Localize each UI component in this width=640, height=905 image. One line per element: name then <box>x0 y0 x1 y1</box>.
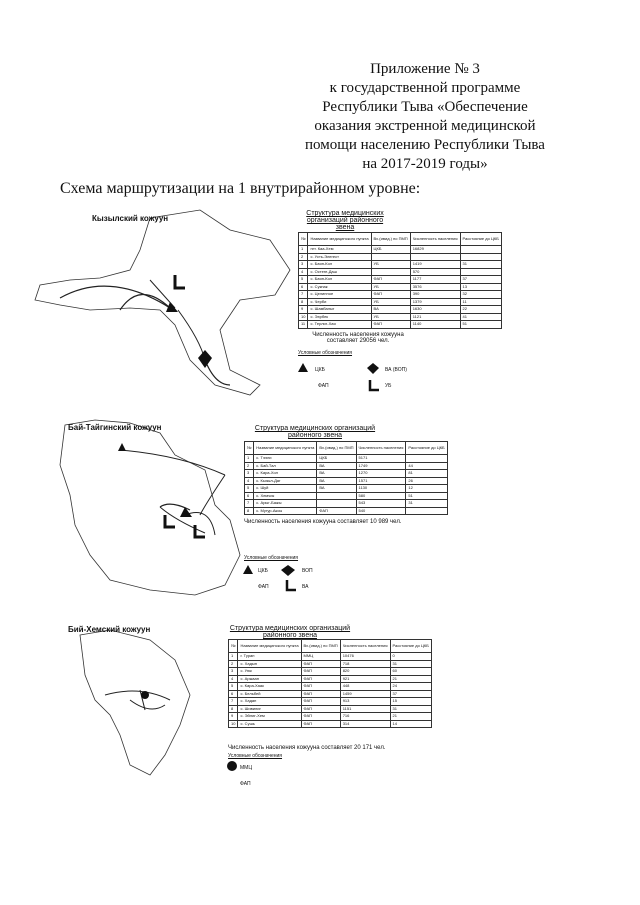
cell: 21 <box>390 675 431 683</box>
cell: ФАП <box>301 675 340 683</box>
table-row <box>299 291 502 299</box>
cell: ФАП <box>301 668 340 676</box>
table-title: Структура медицинских организаций районного звена <box>306 210 384 231</box>
cell: 6 <box>299 283 308 291</box>
col-header: Расстояние до ЦКБ <box>390 640 431 653</box>
cell: 4 <box>245 477 254 485</box>
col-header: Численность населения <box>410 233 460 246</box>
col-header: Вх.(ивид.) по ПМП <box>301 640 340 653</box>
cell: 1630 <box>410 306 460 314</box>
cell <box>371 268 410 276</box>
table-row <box>245 477 448 485</box>
cell: ЦКБ <box>317 455 356 463</box>
cell <box>317 492 356 500</box>
mmc-marker <box>141 691 149 699</box>
ub-marker <box>175 275 185 288</box>
cell: 51 <box>406 492 447 500</box>
cell: 1121 <box>410 313 460 321</box>
col-header: Численность населения <box>356 442 406 455</box>
cell: 4 <box>229 675 238 683</box>
cell: с. Шамбалыг <box>308 306 371 314</box>
cell: ФАП <box>301 690 340 698</box>
vop-legend-icon <box>281 565 295 576</box>
cell: 913 <box>340 698 390 706</box>
cell: 1419 <box>410 261 460 269</box>
cell: ФАП <box>371 321 410 329</box>
cell: 2 <box>299 253 308 261</box>
legend-label: ФАП <box>318 383 329 389</box>
cell: пгт. Каа-Хем <box>308 246 371 254</box>
cell: с. Тээли <box>254 455 317 463</box>
col-header: Название медицинского пункта <box>308 233 371 246</box>
cell: 8 <box>245 507 254 515</box>
cell: с. Ээрбек <box>308 313 371 321</box>
cell: 10 <box>229 720 238 728</box>
cell: 31 <box>390 705 431 713</box>
header-line: Приложение № 3 <box>370 61 480 77</box>
cell: 1130 <box>356 485 406 493</box>
cell: 314 <box>340 720 390 728</box>
cell: ВА <box>317 477 356 485</box>
cell: 5 <box>299 276 308 284</box>
region-name: Бий-Хемский кожуун <box>68 625 151 634</box>
cell: 1 <box>245 455 254 463</box>
table-row <box>229 713 432 721</box>
cell: ВА <box>317 485 356 493</box>
cell: 15 <box>390 698 431 706</box>
cell: 3576 <box>410 283 460 291</box>
va-legend-icon <box>287 580 296 590</box>
cell: 24 <box>390 683 431 691</box>
table-row <box>245 507 448 515</box>
cell: 820 <box>340 668 390 676</box>
scheme-title: Схема маршрутизации на 1 внутрирайонном уровне: <box>60 180 421 197</box>
col-header: Расстояние до ЦКБ <box>406 442 447 455</box>
cell: с. Хемчик <box>254 492 317 500</box>
population-caption: Численность населения кожууна составляет 10 989 чел. <box>244 519 402 525</box>
legend-label: ВА <box>302 584 309 590</box>
cell: 1151 <box>340 705 390 713</box>
cell: 16829 <box>410 246 460 254</box>
cell: с. Арыг-Бажы <box>254 500 317 508</box>
cell: 2 <box>245 462 254 470</box>
table-row <box>229 675 432 683</box>
table-row <box>299 246 502 254</box>
legend-symbols <box>240 562 330 597</box>
table-header-row <box>299 233 502 246</box>
va-marker <box>198 350 212 368</box>
section-bii-khem <box>0 615 640 800</box>
header-line: на 2017-2019 годы» <box>362 156 488 172</box>
cell: 31 <box>390 660 431 668</box>
legend-label: УБ <box>385 383 392 389</box>
va-legend-icon <box>367 363 379 374</box>
legend-symbols <box>295 360 415 395</box>
cell: с. Усть-Элегест <box>308 253 371 261</box>
table-row <box>299 306 502 314</box>
cell: 26 <box>406 477 447 485</box>
cell: 718 <box>340 660 390 668</box>
cell: с. Сукпак <box>308 283 371 291</box>
cell <box>406 507 447 515</box>
cell: с. Бай-Тал <box>254 462 317 470</box>
cell: 8 <box>299 298 308 306</box>
table-row <box>299 283 502 291</box>
table-row <box>245 455 448 463</box>
cell: 6 <box>245 492 254 500</box>
cell: 448 <box>340 683 390 691</box>
cell: 41 <box>460 313 501 321</box>
cell: 1379 <box>410 298 460 306</box>
table-row <box>229 720 432 728</box>
table-title: Структура медицинских организаций районного звена <box>254 425 376 439</box>
cell: 81 <box>406 470 447 478</box>
cell: ММЦ <box>301 653 340 661</box>
table-row <box>245 462 448 470</box>
cell: с. Целинное <box>308 291 371 299</box>
appendix-header <box>265 60 585 174</box>
header-line: оказания экстренной медицинской <box>314 118 536 134</box>
cell: с. Эйлиг-Хем <box>238 713 301 721</box>
cell <box>371 253 410 261</box>
table-row <box>229 653 432 661</box>
cell: 390 <box>410 291 460 299</box>
cell: 716 <box>340 713 390 721</box>
table-header-row <box>229 640 432 653</box>
cell: 11 <box>460 298 501 306</box>
cell: 543 <box>356 500 406 508</box>
cell: 1571 <box>356 477 406 485</box>
cell: 1 <box>229 653 238 661</box>
cell: 7 <box>299 291 308 299</box>
cell: 13 <box>460 283 501 291</box>
cell: с. Кара-Хаак <box>238 683 301 691</box>
cell: 22 <box>460 306 501 314</box>
table-row <box>229 668 432 676</box>
population-caption: Численность населения кожууна составляет 29056 чел. <box>312 332 404 344</box>
cell: 8 <box>229 705 238 713</box>
legend-label: ФАП <box>258 584 269 590</box>
cell: ФАП <box>301 683 340 691</box>
section-kyzyl <box>0 200 640 400</box>
header-line: к государственной программе <box>329 80 521 96</box>
ckb-marker <box>180 507 192 517</box>
cell: ФАП <box>371 291 410 299</box>
table-row <box>299 321 502 329</box>
col-header: № <box>229 640 238 653</box>
cell: ФАП <box>301 698 340 706</box>
cell: УБ <box>371 313 410 321</box>
cell: 37 <box>390 690 431 698</box>
cell: ФАП <box>301 660 340 668</box>
cell: 31 <box>460 261 501 269</box>
cell: 21 <box>390 713 431 721</box>
col-header: Расстояние до ЦКБ <box>460 233 501 246</box>
cell: с. Хадан <box>238 698 301 706</box>
cell: ФАП <box>301 713 340 721</box>
cell: 1177 <box>410 276 460 284</box>
cell: ВА <box>317 462 356 470</box>
cell: УБ <box>371 261 410 269</box>
cell: 1140 <box>410 321 460 329</box>
table-row <box>299 276 502 284</box>
facility-table <box>298 232 502 329</box>
cell: ФАП <box>301 720 340 728</box>
cell: 0 <box>390 653 431 661</box>
ckb-legend-icon <box>298 363 308 372</box>
table-row <box>299 298 502 306</box>
cell: ФАП <box>301 705 340 713</box>
cell: 4 <box>299 268 308 276</box>
cell: ФАП <box>317 507 356 515</box>
section-bai-taiga <box>0 415 640 600</box>
cell: 5 <box>229 683 238 691</box>
cell: 580 <box>356 492 406 500</box>
cell: с. Аржаан <box>238 675 301 683</box>
cell: ФАП <box>371 276 410 284</box>
cell: 5 <box>245 485 254 493</box>
cell: УБ <box>371 298 410 306</box>
ckb-marker <box>118 443 126 451</box>
cell <box>410 253 460 261</box>
cell: 2 <box>229 660 238 668</box>
legend-title: Условные обозначения <box>298 350 353 356</box>
cell: с. Черби <box>308 298 371 306</box>
legend-title: Условные обозначения <box>244 555 299 561</box>
cell: 1749 <box>356 462 406 470</box>
col-header: Название медицинского пункта <box>238 640 301 653</box>
table-header-row <box>245 442 448 455</box>
cell: ВА <box>371 306 410 314</box>
legend-label: ФАП <box>240 781 251 787</box>
cell: 11 <box>299 321 308 329</box>
legend-label: ЦКБ <box>315 367 325 373</box>
col-header: Название медицинского пункта <box>254 442 317 455</box>
cell: 10476 <box>340 653 390 661</box>
region-name: Бай-Тайгинский кожуун <box>68 423 162 432</box>
cell: 10 <box>299 313 308 321</box>
cell: ВА <box>317 470 356 478</box>
cell: с. Кызыл-Даг <box>254 477 317 485</box>
col-header: Вх.(ивид.) по ПМП <box>371 233 410 246</box>
table-title: Структура медицинских организаций районного звена <box>229 625 351 639</box>
legend-label: ВОП <box>302 568 313 574</box>
cell: 7 <box>245 500 254 508</box>
table-row <box>245 492 448 500</box>
header-line: помощи населению Республики Тыва <box>305 137 545 153</box>
cell: 9 <box>229 713 238 721</box>
cell: 9 <box>299 306 308 314</box>
table-row <box>229 690 432 698</box>
table-row <box>299 261 502 269</box>
cell: 7 <box>229 698 238 706</box>
cell <box>460 268 501 276</box>
table-row <box>229 683 432 691</box>
col-header: № <box>299 233 308 246</box>
table-row <box>245 470 448 478</box>
table-row <box>245 500 448 508</box>
ckb-legend-icon <box>243 565 253 574</box>
table-row <box>299 253 502 261</box>
cell: с. Кара-Хол <box>254 470 317 478</box>
table-row <box>229 660 432 668</box>
cell: УБ <box>371 283 410 291</box>
col-header: № <box>245 442 254 455</box>
cell: с. Баян-Кол <box>308 276 371 284</box>
table-row <box>299 268 502 276</box>
facility-table <box>228 639 432 728</box>
cell: 1459 <box>340 690 390 698</box>
cell: с. Терлиг-Хая <box>308 321 371 329</box>
cell <box>460 246 501 254</box>
cell: 3 <box>229 668 238 676</box>
table-row <box>245 485 448 493</box>
cell: 6 <box>229 690 238 698</box>
cell: 44 <box>406 462 447 470</box>
cell: с. Уюк <box>238 668 301 676</box>
legend-label: ММЦ <box>240 765 253 771</box>
cell: с. Шивилиг <box>238 705 301 713</box>
col-header: Численность населения <box>340 640 390 653</box>
ub-legend-icon <box>370 380 379 390</box>
region-name: Кызылский кожуун <box>92 214 169 223</box>
cell: 570 <box>410 268 460 276</box>
table-row <box>229 698 432 706</box>
header-line: Республики Тыва «Обеспечение <box>322 99 528 115</box>
cell <box>406 455 447 463</box>
cell: с. Мугур-Аксы <box>254 507 317 515</box>
cell: с. Сушь <box>238 720 301 728</box>
cell: 921 <box>340 675 390 683</box>
cell: 51 <box>460 321 501 329</box>
facility-table <box>244 441 448 515</box>
table-row <box>229 705 432 713</box>
cell: ЦКБ <box>371 246 410 254</box>
cell: 60 <box>390 668 431 676</box>
cell <box>317 500 356 508</box>
cell: 32 <box>460 291 501 299</box>
cell: с. Хадын <box>238 660 301 668</box>
cell: с. Бельбей <box>238 690 301 698</box>
cell: с. Баян-Кол <box>308 261 371 269</box>
cell <box>460 253 501 261</box>
col-header: Вх.(ивид.) по ПМП <box>317 442 356 455</box>
cell: 14 <box>390 720 431 728</box>
cell: 3 <box>299 261 308 269</box>
cell: 12 <box>406 485 447 493</box>
cell: 37 <box>460 276 501 284</box>
legend-title: Условные обозначения <box>228 753 283 759</box>
cell: с. Шуй <box>254 485 317 493</box>
cell: 1 <box>299 246 308 254</box>
cell: 1270 <box>356 470 406 478</box>
legend-label: ЦКБ <box>258 568 268 574</box>
population-caption: Численность населения кожууна составляет 20 171 чел. <box>228 745 386 751</box>
cell: 3 <box>245 470 254 478</box>
cell: 31 <box>406 500 447 508</box>
cell: с. Остеге-Даш <box>308 268 371 276</box>
table-row <box>299 313 502 321</box>
cell: 540 <box>356 507 406 515</box>
legend-label: ВА (ВОП) <box>385 367 407 373</box>
mmc-legend-icon <box>227 761 237 771</box>
cell: 5171 <box>356 455 406 463</box>
cell: г. Туран <box>238 653 301 661</box>
